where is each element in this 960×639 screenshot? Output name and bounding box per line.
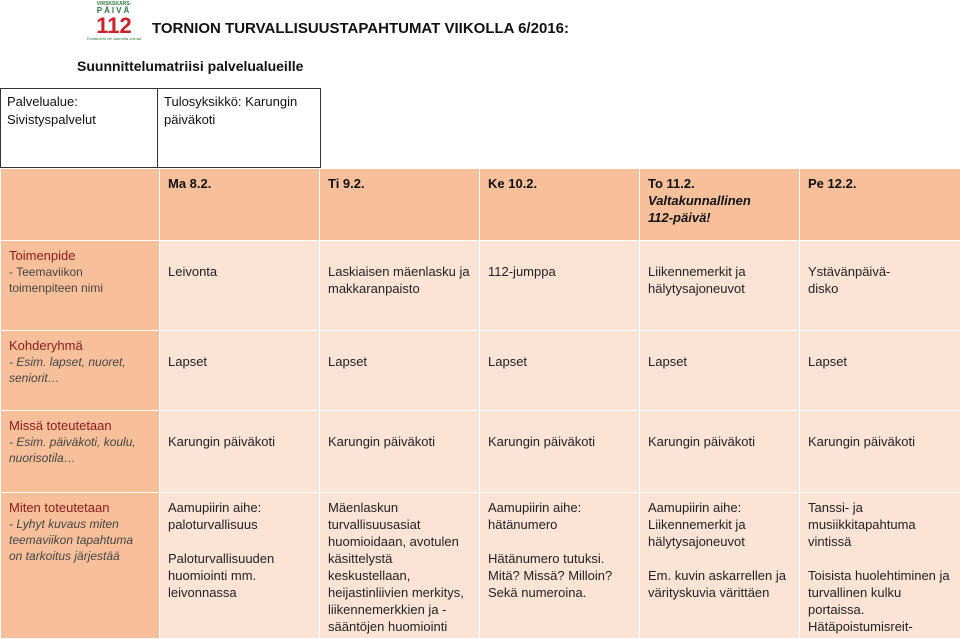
table-cell: Lapset	[800, 331, 960, 411]
row-description: - Teemaviikon toimenpiteen nimi	[9, 264, 151, 296]
table-cell: 112-jumppa	[480, 241, 640, 331]
day-cell	[800, 169, 960, 241]
table-cell: Karungin päiväkoti	[160, 411, 320, 493]
table-cell: Laskiaisen mäenlasku ja makkaranpaisto	[320, 241, 480, 331]
row-description: - Esim. lapset, nuoret, seniorit…	[9, 354, 151, 386]
day-cell	[320, 169, 480, 241]
planning-matrix	[0, 168, 960, 639]
row-title: Missä toteutetaan	[9, 417, 151, 434]
table-row	[1, 241, 960, 331]
day-label: Ke 10.2.	[488, 176, 537, 191]
row-label-cell	[1, 331, 160, 411]
day-label: Ti 9.2.	[328, 176, 365, 191]
table-cell: Karungin päiväkoti	[800, 411, 960, 493]
table-cell: Ystävänpäivä- disko	[800, 241, 960, 331]
table-row	[1, 411, 960, 493]
table-cell: Aamupiirin aihe: paloturvallisuus Paloturvallisuuden huomiointi mm. leivonnassa	[160, 493, 320, 639]
table-cell: Lapset	[320, 331, 480, 411]
table-cell: Lapset	[640, 331, 800, 411]
logo	[86, 0, 142, 46]
table-cell: Aamupiirin aihe: hätänumero Hätänumero tutuksi. Mitä? Missä? Milloin? Sekä numeroina.	[480, 493, 640, 639]
row-title: Toimenpide	[9, 247, 151, 264]
table-cell: Tanssi- ja musiikkitapahtuma vintissä Toisista huolehtiminen ja turvallinen kulku portaissa. Hätäpoistumisreit-	[800, 493, 960, 639]
table-row	[1, 331, 960, 411]
row-description: - Lyhyt kuvaus miten teemaviikon tapahtuma on tarkoitus järjestää	[9, 516, 151, 564]
day-cell	[480, 169, 640, 241]
palvelualue-box: Palvelualue: Sivistyspalvelut	[0, 88, 158, 168]
day-cell	[640, 169, 800, 241]
page-title: TORNION TURVALLISUUSTAPAHTUMAT VIIKOLLA 6/2016:	[152, 20, 569, 37]
logo-word: PÄIVÄ	[97, 6, 131, 15]
logo-number: 112	[96, 13, 132, 38]
days-header-row	[1, 169, 960, 241]
table-cell: Lapset	[160, 331, 320, 411]
table-cell: Mäenlaskun turvallisuusasiat huomioidaan, avotulen käsittelystä keskustellaan, heijastinliivien merkitys, liikennemerkkien ja - sääntöjen huomiointi	[320, 493, 480, 639]
day-label: To 11.2.	[648, 176, 695, 191]
row-label-cell	[1, 241, 160, 331]
day-sublabel: Valtakunnallinen 112-päivä!	[648, 192, 791, 226]
page-subtitle: Suunnittelumatriisi palvelualueille	[77, 58, 303, 74]
table-cell: Karungin päiväkoti	[640, 411, 800, 493]
table-cell: Aamupiirin aihe: Liikennemerkit ja hälytysajoneuvot Em. kuvin askarrellen ja värityskuvia värittäen	[640, 493, 800, 639]
table-cell: Karungin päiväkoti	[320, 411, 480, 493]
table-cell: Karungin päiväkoti	[480, 411, 640, 493]
row-label-cell	[1, 493, 160, 639]
logo-top-text: VIRSKSKARS-	[97, 1, 132, 7]
table-row	[1, 493, 960, 639]
row-title: Kohderyhmä	[9, 337, 151, 354]
row-description: - Esim. päiväkoti, koulu, nuorisotila…	[9, 434, 151, 466]
day-cell	[160, 169, 320, 241]
table-cell: Liikennemerkit ja hälytysajoneuvot	[640, 241, 800, 331]
day-label: Ma 8.2.	[168, 176, 211, 191]
corner-cell	[1, 169, 160, 241]
row-label-cell	[1, 411, 160, 493]
row-title: Miten toteutetaan	[9, 499, 151, 516]
table-cell: Leivonta	[160, 241, 320, 331]
day-label: Pe 12.2.	[808, 176, 856, 191]
logo-tagline: Ennakointi vie vaaroilta voimat	[87, 36, 142, 41]
table-cell: Lapset	[480, 331, 640, 411]
tulosyksikko-box: Tulosyksikkö: Karungin päiväkoti	[157, 88, 321, 168]
